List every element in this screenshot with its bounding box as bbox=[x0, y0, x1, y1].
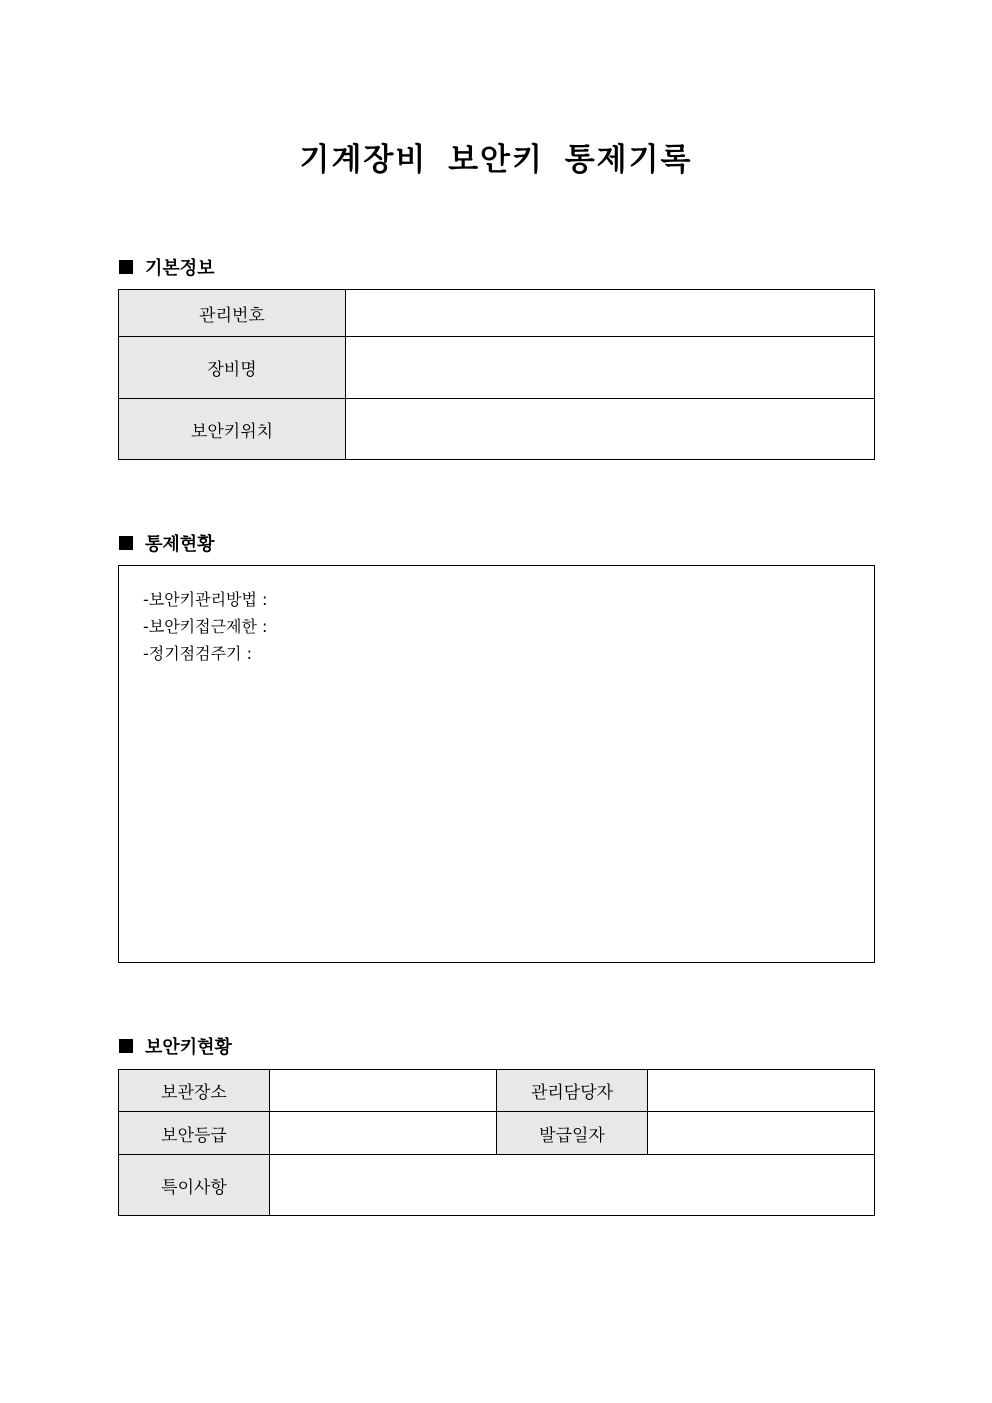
key-status-heading bbox=[119, 1033, 232, 1059]
storage-location-field[interactable] bbox=[270, 1070, 497, 1112]
table-row bbox=[119, 337, 875, 399]
table-row bbox=[119, 290, 875, 337]
storage-location-label: 보관장소 bbox=[119, 1070, 270, 1112]
control-status-heading-text: 통제현황 bbox=[145, 534, 215, 555]
remarks-field[interactable] bbox=[270, 1155, 875, 1216]
table-row bbox=[119, 1112, 875, 1155]
security-level-label: 보안등급 bbox=[119, 1112, 270, 1155]
key-location-label: 보안키위치 bbox=[119, 399, 346, 460]
issue-date-label: 발급일자 bbox=[497, 1112, 648, 1155]
inspection-cycle-line: -정기점검주기 : bbox=[143, 644, 252, 663]
key-location-field[interactable] bbox=[346, 399, 875, 460]
manager-label: 관리담당자 bbox=[497, 1070, 648, 1112]
table-row bbox=[119, 1070, 875, 1112]
table-row bbox=[119, 1155, 875, 1216]
key-access-restriction-line: -보안키접근제한 : bbox=[143, 617, 268, 636]
key-status-table bbox=[118, 1069, 875, 1216]
square-bullet-icon bbox=[119, 260, 133, 274]
basic-info-table bbox=[118, 289, 875, 460]
square-bullet-icon bbox=[119, 536, 133, 550]
square-bullet-icon bbox=[119, 1039, 133, 1053]
issue-date-field[interactable] bbox=[648, 1112, 875, 1155]
equipment-name-field[interactable] bbox=[346, 337, 875, 399]
table-row bbox=[119, 399, 875, 460]
management-number-label: 관리번호 bbox=[119, 290, 346, 337]
management-number-field[interactable] bbox=[346, 290, 875, 337]
manager-field[interactable] bbox=[648, 1070, 875, 1112]
basic-info-heading-text: 기본정보 bbox=[145, 258, 215, 279]
control-status-box[interactable] bbox=[118, 565, 875, 963]
control-status-heading bbox=[119, 530, 215, 556]
security-level-field[interactable] bbox=[270, 1112, 497, 1155]
key-status-heading-text: 보안키현황 bbox=[145, 1037, 232, 1058]
basic-info-heading bbox=[119, 254, 215, 280]
remarks-label: 특이사항 bbox=[119, 1155, 270, 1216]
key-management-method-line: -보안키관리방법 : bbox=[143, 590, 268, 609]
equipment-name-label: 장비명 bbox=[119, 337, 346, 399]
document-title: 기계장비 보안키 통제기록 bbox=[299, 142, 693, 178]
